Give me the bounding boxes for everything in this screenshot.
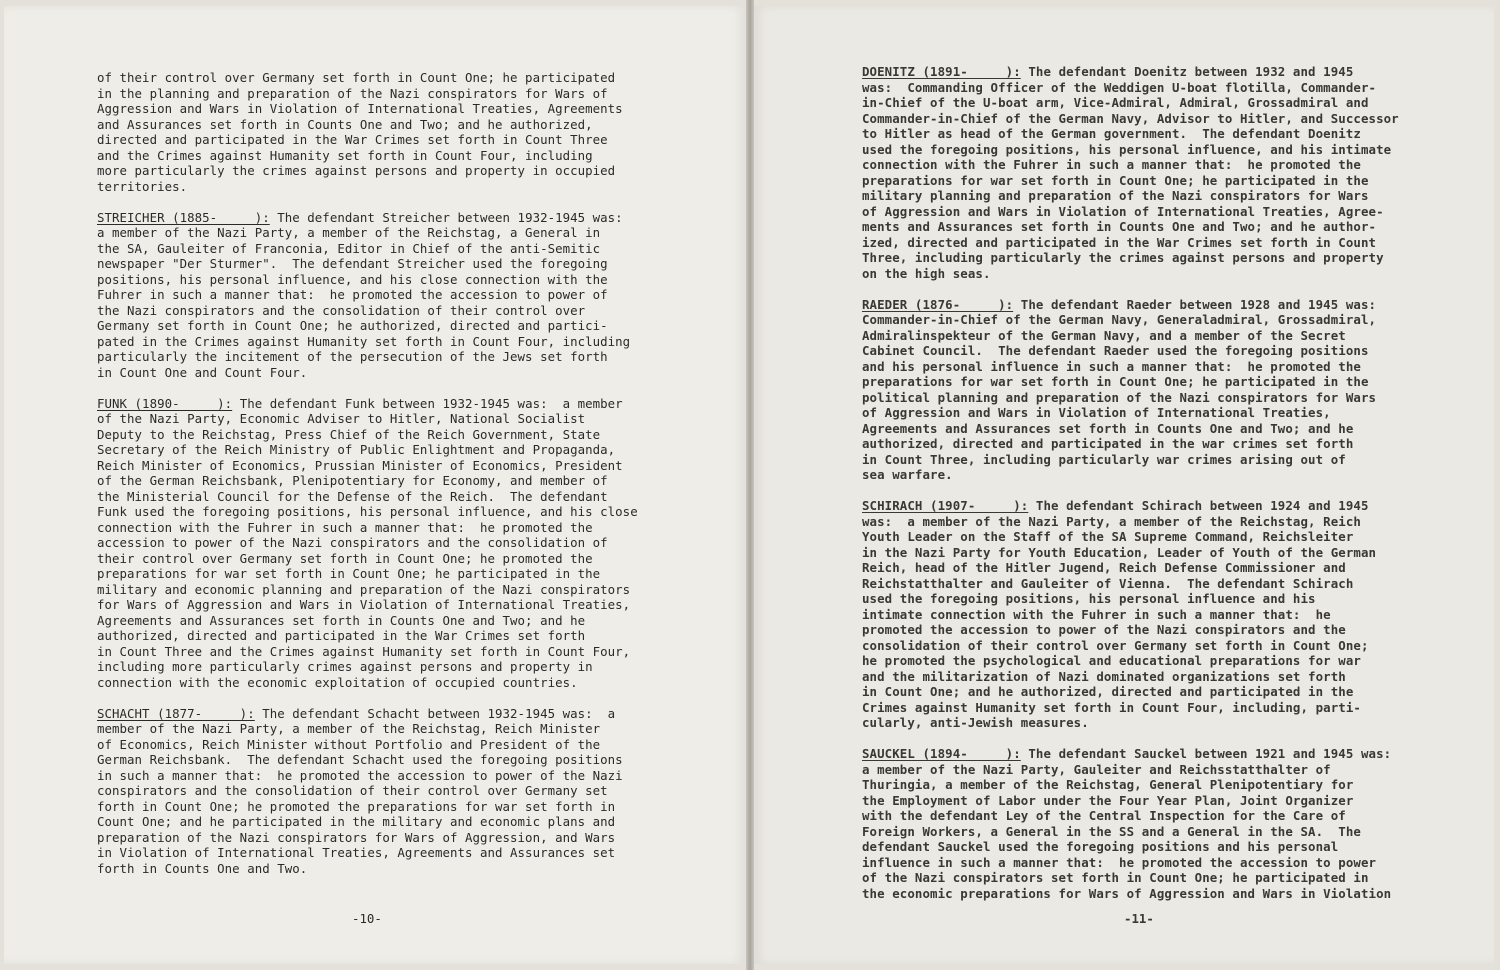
- text-line: particularly the incitement of the persecution of the Jews set forth: [97, 349, 608, 364]
- text-line: of their control over Germany set forth in Count One; he participated: [97, 70, 616, 85]
- text-line: for Wars of Aggression and Wars in Violation of International Treaties,: [97, 597, 631, 612]
- text-line: Three, including particularly the crimes against persons and property: [862, 250, 1384, 265]
- text-line: ized, directed and participated in the War Crimes set forth in Count: [862, 234, 1377, 250]
- text-line: influence in such a manner that: he promoted the accession to power: [862, 854, 1377, 870]
- text-line: Funk used the foregoing positions, his personal influence, and his close: [97, 504, 638, 519]
- text-line: more particularly the crimes against persons and property in occupied: [97, 163, 616, 178]
- text-line: Admiralinspekteur of the German Navy, and a member of the Secret: [862, 327, 1346, 343]
- text-line: accession to power of the Nazi conspirators and the consolidation of: [97, 535, 608, 550]
- paragraph-first-line: [97, 706, 638, 722]
- left-page-number: -10-: [352, 911, 382, 926]
- paragraph-first-line: [862, 498, 1399, 514]
- text-line: Reich, head of the Hitler Jugend, Reich Defense Commissioner and: [862, 560, 1346, 575]
- text-line: in Count Three, including particularly war crimes arising out of: [862, 451, 1346, 467]
- text-line: sea warfare.: [862, 467, 953, 482]
- text-line: in Count Three and the Crimes against Humanity set forth in Count Four,: [97, 643, 631, 659]
- heading-line-text: The defendant Schacht between 1932-1945 was: a: [254, 705, 616, 721]
- paragraph: [97, 396, 638, 691]
- text-line: Commander-in-Chief of the German Navy, Advisor to Hitler, and Successor: [862, 110, 1399, 126]
- defendant-heading: SAUCKEL (1894- ):: [862, 746, 1021, 761]
- text-line: forth in Count One; he promoted the preparations for war set forth in: [97, 798, 616, 814]
- heading-line-text: The defendant Sauckel between 1921 and 1945 was:: [1020, 746, 1392, 761]
- text-line: Germany set forth in Count One; he authorized, directed and partici-: [97, 318, 608, 333]
- text-line: conspirators and the consolidation of their control over Germany set: [97, 783, 608, 798]
- text-line: of the Nazi conspirators set forth in Count One; he participated in: [862, 870, 1369, 885]
- defendant-heading: FUNK (1890- ):: [97, 395, 233, 411]
- text-line: was: a member of the Nazi Party, a member of the Reichstag, Reich: [862, 513, 1361, 529]
- text-line: military and economic planning and preparation of the Nazi conspirators: [97, 581, 631, 597]
- text-line: Youth Leader on the Staff of the SA Supreme Command, Reichsleiter: [862, 529, 1354, 544]
- paragraph: [862, 498, 1399, 731]
- text-line: authorized, directed and participated in the War Crimes set forth: [97, 628, 586, 643]
- heading-line-text: The defendant Raeder between 1928 and 1945 was:: [1013, 296, 1377, 312]
- text-line: Agreements and Assurances set forth in Counts One and Two; and he: [97, 612, 586, 628]
- text-line: consolidation of their control over Germany set forth in Count One;: [862, 637, 1369, 653]
- text-line: of Aggression and Wars in Violation of International Treaties,: [862, 405, 1331, 420]
- defendant-heading: RAEDER (1876- ):: [862, 296, 1014, 312]
- left-page-text: [97, 70, 638, 892]
- right-page: [754, 6, 1494, 964]
- text-line: Deputy to the Reichstag, Press Chief of the Reich Government, State: [97, 426, 601, 442]
- text-line: of Economics, Reich Minister without Portfolio and President of the: [97, 736, 601, 752]
- text-line: he promoted the psychological and educational preparations for war: [862, 653, 1361, 668]
- text-line: in the planning and preparation of the Nazi conspirators for Wars of: [97, 85, 608, 101]
- text-line: in such a manner that: he promoted the accession to power of the Nazi: [97, 767, 623, 783]
- text-line: the Nazi conspirators and the consolidation of their control over: [97, 302, 586, 318]
- text-line: the Employment of Labor under the Four Year Plan, Joint Organizer: [862, 792, 1354, 808]
- text-line: newspaper "Der Sturmer". The defendant Streicher used the foregoing: [97, 256, 608, 271]
- text-line: and his personal influence in such a manner that: he promoted the: [862, 358, 1361, 374]
- defendant-heading: SCHACHT (1877- ):: [97, 705, 255, 721]
- text-line: Foreign Workers, a General in the SS and a General in the SA. The: [862, 823, 1361, 839]
- text-line: used the foregoing positions, his personal influence, and his intimate: [862, 141, 1392, 157]
- text-line: directed and participated in the War Crimes set forth in Count Three: [97, 132, 608, 147]
- text-line: Agreements and Assurances set forth in Counts One and Two; and he: [862, 420, 1354, 436]
- paragraph: [862, 297, 1399, 483]
- text-line: in Count One; and he authorized, directed and participated in the: [862, 684, 1354, 699]
- right-page-number: -11-: [1124, 911, 1154, 926]
- text-line: of the German Reichsbank, Plenipotentiary for Economy, and member of: [97, 473, 608, 488]
- text-line: military planning and preparation of the Nazi conspirators for Wars: [862, 188, 1369, 203]
- text-line: used the foregoing positions, his personal influence and his: [862, 591, 1316, 606]
- text-line: the SA, Gauleiter of Franconia, Editor in Chief of the anti-Semitic: [97, 240, 601, 256]
- paragraph: [97, 210, 638, 381]
- paragraph-first-line: [862, 746, 1399, 762]
- text-line: member of the Nazi Party, a member of the Reichstag, Reich Minister: [97, 721, 601, 736]
- heading-line-text: The defendant Doenitz between 1932 and 1945: [1020, 64, 1354, 79]
- text-line: in the Nazi Party for Youth Education, Leader of Youth of the German: [862, 544, 1377, 560]
- text-line: defendant Sauckel used the foregoing positions and his personal: [862, 839, 1339, 854]
- text-line: preparations for war set forth in Count One; he participated in the: [97, 566, 601, 581]
- text-line: Reichstatthalter and Gauleiter of Vienna. The defendant Schirach: [862, 575, 1354, 591]
- paragraph: [97, 706, 638, 877]
- text-line: Fuhrer in such a manner that: he promoted the accession to power of: [97, 287, 608, 302]
- text-line: ments and Assurances set forth in Counts One and Two; and he author-: [862, 219, 1377, 234]
- text-line: pated in the Crimes against Humanity set forth in Count Four, including: [97, 333, 631, 349]
- text-line: Crimes against Humanity set forth in Count Four, including, parti-: [862, 699, 1361, 715]
- text-line: the economic preparations for Wars of Aggression and Wars in Violation: [862, 885, 1392, 901]
- text-line: Count One; and he participated in the military and economic plans and: [97, 814, 616, 829]
- text-line: authorized, directed and participated in the war crimes set forth: [862, 436, 1354, 451]
- text-line: in Count One and Count Four.: [97, 364, 308, 380]
- heading-line-text: The defendant Funk between 1932-1945 was: a member: [232, 395, 623, 411]
- defendant-heading: STREICHER (1885- ):: [97, 209, 270, 225]
- text-line: preparations for war set forth in Count One; he participated in the: [862, 374, 1369, 389]
- text-line: the Ministerial Council for the Defense of the Reich. The defendant: [97, 488, 608, 504]
- text-line: was: Commanding Officer of the Weddigen U-boat flotilla, Commander-: [862, 79, 1377, 95]
- text-line: including more particularly crimes against persons and property in: [97, 659, 593, 674]
- text-line: of Aggression and Wars in Violation of International Treaties, Agree-: [862, 203, 1384, 219]
- text-line: positions, his personal influence, and his close connection with the: [97, 271, 608, 287]
- text-line: in-Chief of the U-boat arm, Vice-Admiral, Admiral, Grossadmiral and: [862, 95, 1369, 110]
- text-line: with the defendant Ley of the Central Inspection for the Care of: [862, 808, 1346, 823]
- heading-line-text: The defendant Streicher between 1932-1945 was:: [269, 209, 623, 225]
- text-line: connection with the Fuhrer in such a manner that: he promoted the: [97, 519, 593, 535]
- text-line: and the Crimes against Humanity set forth in Count Four, including: [97, 147, 593, 163]
- text-line: to Hitler as head of the German government. The defendant Doenitz: [862, 126, 1361, 141]
- text-line: and Assurances set forth in Counts One and Two; and he authorized,: [97, 116, 593, 132]
- text-line: German Reichsbank. The defendant Schacht used the foregoing positions: [97, 752, 623, 767]
- text-line: cularly, anti-Jewish measures.: [862, 715, 1089, 730]
- text-line: their control over Germany set forth in Count One; he promoted the: [97, 550, 593, 566]
- book-gutter: [746, 0, 754, 970]
- text-line: of the Nazi Party, Economic Adviser to Hitler, National Socialist: [97, 411, 586, 426]
- paragraph: [862, 746, 1399, 901]
- text-line: Secretary of the Reich Ministry of Public Enlightment and Propaganda,: [97, 442, 616, 457]
- paragraph: [862, 64, 1399, 281]
- text-line: connection with the economic exploitation of occupied countries.: [97, 674, 578, 690]
- right-page-text: [862, 64, 1399, 917]
- text-line: political planning and preparation of the Nazi conspirators for Wars: [862, 389, 1377, 405]
- text-line: intimate connection with the Fuhrer in such a manner that: he: [862, 606, 1331, 622]
- paragraph-first-line: [862, 64, 1399, 80]
- paragraph-first-line: [97, 210, 638, 226]
- text-line: and the militarization of Nazi dominated organizations set forth: [862, 668, 1346, 684]
- paragraph: [97, 70, 638, 194]
- text-line: forth in Counts One and Two.: [97, 860, 308, 876]
- text-line: Reich Minister of Economics, Prussian Minister of Economics, President: [97, 457, 623, 473]
- text-line: Thuringia, a member of the Reichstag, General Plenipotentiary for: [862, 777, 1354, 792]
- text-line: Commander-in-Chief of the German Navy, Generaladmiral, Grossadmiral,: [862, 312, 1377, 327]
- text-line: connection with the Fuhrer in such a manner that: he promoted the: [862, 157, 1361, 172]
- text-line: promoted the accession to power of the Nazi conspirators and the: [862, 622, 1346, 637]
- text-line: Cabinet Council. The defendant Raeder used the foregoing positions: [862, 343, 1369, 358]
- defendant-heading: DOENITZ (1891- ):: [862, 64, 1021, 79]
- text-line: on the high seas.: [862, 265, 991, 281]
- left-page: [4, 6, 746, 964]
- defendant-heading: SCHIRACH (1907- ):: [862, 498, 1029, 513]
- text-line: in Violation of International Treaties, Agreements and Assurances set: [97, 845, 616, 860]
- text-line: territories.: [97, 178, 188, 194]
- text-line: Aggression and Wars in Violation of International Treaties, Agreements: [97, 101, 623, 116]
- text-line: preparations for war set forth in Count One; he participated in the: [862, 172, 1369, 188]
- text-line: preparation of the Nazi conspirators for Wars of Aggression, and Wars: [97, 829, 616, 845]
- text-line: a member of the Nazi Party, Gauleiter and Reichsstatthalter of: [862, 761, 1331, 777]
- paragraph-first-line: [97, 396, 638, 412]
- heading-line-text: The defendant Schirach between 1924 and 1945: [1028, 498, 1369, 513]
- paragraph-first-line: [862, 297, 1399, 313]
- text-line: a member of the Nazi Party, a member of the Reichstag, a General in: [97, 225, 601, 240]
